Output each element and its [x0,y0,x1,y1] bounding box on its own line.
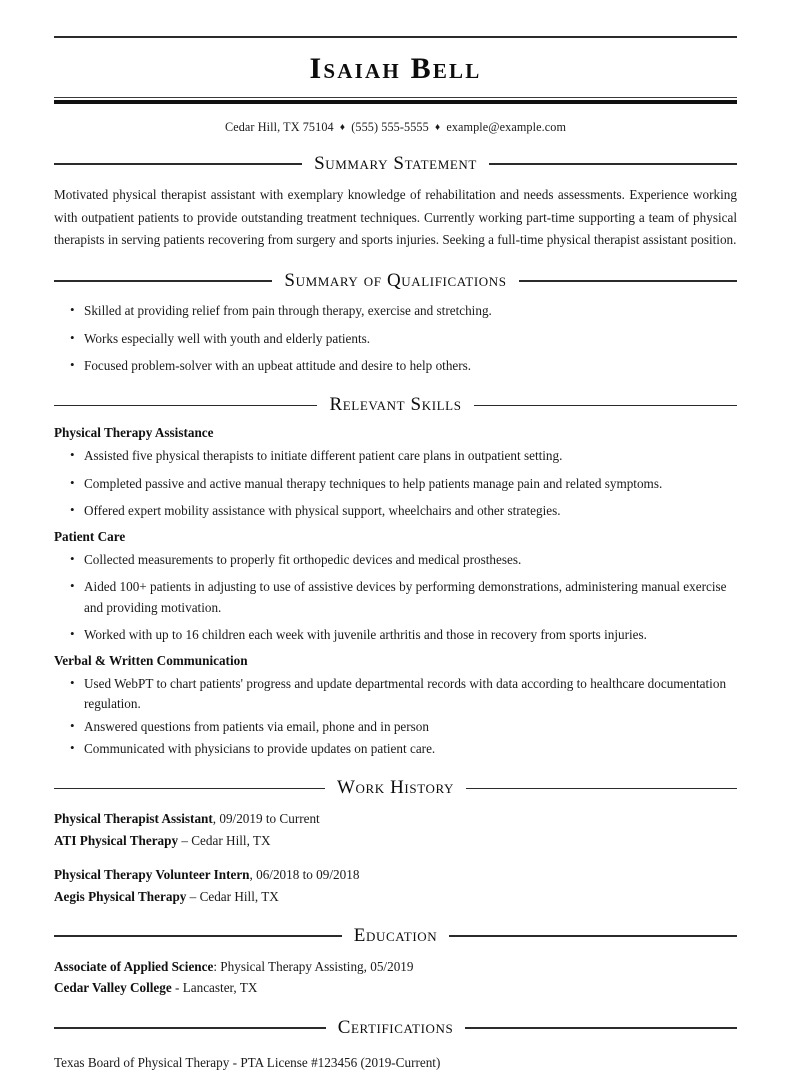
skill-group-heading: Verbal & Written Communication [54,652,248,668]
company-location: – Cedar Hill, TX [178,832,271,848]
resume-page [0,36,791,1070]
job-title: Physical Therapy Volunteer Intern [54,867,250,883]
list-item: • Collected measurements to properly fit orthopedic devices and medical prostheses. [54,550,737,570]
work-company-line [54,830,737,851]
section-heading-relevant-skills [54,394,737,416]
list-item: • Focused problem-solver with an upbeat attitude and desire to help others. [54,356,737,376]
skill-group-verbal-written-communication [54,653,737,760]
degree-line [54,956,737,977]
list-item: • Offered expert mobility assistance with physical support, wheelchairs and other strategies. [54,501,737,521]
list-item: • Answered questions from patients via email, phone and in person [54,717,737,737]
header-thick-rule [54,100,737,104]
section-heading-summary-statement [54,153,737,175]
diamond-separator-icon: ♦ [339,122,346,133]
heading-rule-right [465,1027,737,1029]
heading-rule-right [449,935,737,937]
heading-rule-right [466,788,737,790]
job-title: Physical Therapist Assistant [54,811,213,827]
list-item: • Assisted five physical therapists to initiate different patient care plans in outpatient setting. [54,446,737,466]
skill-group-physical-therapy-assistance [54,425,737,521]
section-title: Education [353,924,438,946]
work-company-line [54,886,737,907]
summary-statement-text: Motivated physical therapist assistant with exemplary knowledge of rehabilitation and needs assessments. Experience working with outpatient patients to provide outstanding treatment techniques. Currently working part-time supporting a team of physical therapists in serving patients recovering from surgery and sports injuries. Seeking a full-time physical therapist assistant position. [54,187,737,248]
section-heading-certifications [54,1017,737,1039]
skill-group-patient-care [54,529,737,646]
work-history-entry [54,864,737,907]
skill-bullet-list [54,446,737,521]
section-title: Relevant Skills [329,394,462,416]
section-heading-summary-of-qualifications [54,270,737,292]
list-item: • Works especially well with youth and elderly patients. [54,329,737,349]
header-thin-rule [54,97,737,98]
heading-rule-right [474,405,737,407]
section-title: Work History [336,777,455,799]
heading-rule-left [54,163,302,165]
job-dates: , 06/2018 to 09/2018 [249,867,360,883]
school-name: Cedar Valley College [54,980,172,996]
certification-item: Texas Board of Physical Therapy - PTA License #123456 (2019-Current) [54,1054,441,1070]
diamond-separator-icon: ♦ [434,122,441,133]
work-history-entry [54,808,737,851]
work-title-line [54,808,737,829]
heading-rule-right [519,280,737,282]
list-item: • Completed passive and active manual therapy techniques to help patients manage pain and related symptoms. [54,474,737,494]
contact-location: Cedar Hill, TX 75104 [224,120,334,134]
school-location: - Lancaster, TX [171,980,258,996]
skill-group-heading: Patient Care [54,528,126,544]
education-entry [54,956,737,999]
list-item: • Used WebPT to chart patients' progress and update departmental records with data according to healthcare documentation regulation. [54,674,737,715]
company-name: Aegis Physical Therapy [54,888,187,904]
candidate-name: Isaiah Bell [309,52,482,85]
degree-detail: : Physical Therapy Assisting, 05/2019 [213,958,414,974]
skill-bullet-list [54,550,737,646]
company-location: – Cedar Hill, TX [186,888,279,904]
section-heading-education [54,925,737,947]
contact-line [54,120,737,135]
list-item: • Worked with up to 16 children each week with juvenile arthritis and those in recovery from sports injuries. [54,625,737,645]
school-line [54,977,737,998]
heading-rule-left [54,405,317,407]
heading-rule-left [54,1027,326,1029]
skill-group-heading: Physical Therapy Assistance [54,425,214,441]
list-item: • Communicated with physicians to provide updates on patient care. [54,739,737,759]
heading-rule-right [489,163,737,165]
section-title: Summary Statement [314,153,477,174]
header-top-rule [54,36,737,38]
section-title: Summary of Qualifications [284,270,507,292]
degree-name: Associate of Applied Science [54,958,214,974]
heading-rule-left [54,935,342,937]
company-name: ATI Physical Therapy [54,832,179,848]
contact-phone: (555) 555-5555 [351,120,429,134]
contact-email: example@example.com [446,120,567,134]
heading-rule-left [54,280,272,282]
section-heading-work-history [54,777,737,799]
job-dates: , 09/2019 to Current [212,811,320,827]
list-item: • Aided 100+ patients in adjusting to use of assistive devices by performing demonstrations, administering manual exercise and providing motivation. [54,577,737,618]
section-title: Certifications [337,1016,454,1038]
work-title-line [54,864,737,885]
qualifications-list [54,301,737,376]
heading-rule-left [54,788,325,790]
skill-bullet-list [54,674,737,760]
list-item: • Skilled at providing relief from pain through therapy, exercise and stretching. [54,301,737,321]
